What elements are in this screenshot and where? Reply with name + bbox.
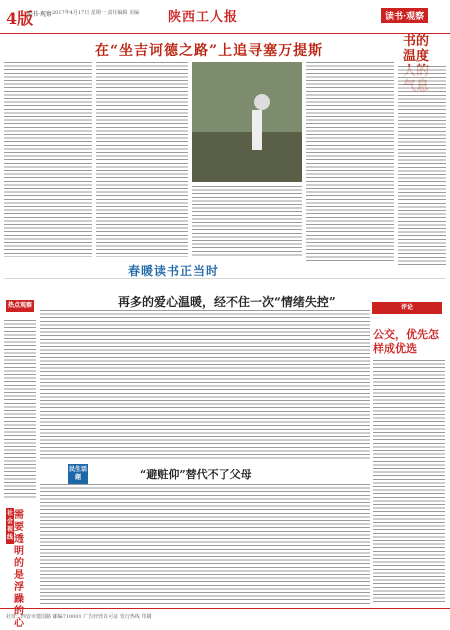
badge-left-a: 热点观察 xyxy=(6,300,34,312)
article-body-left xyxy=(4,62,92,257)
issue-meta: 2017年4月17日 星期一 责任编辑 美编 xyxy=(52,10,140,16)
lower-article-body xyxy=(40,484,370,604)
windmill-illustration xyxy=(192,62,302,182)
article-body-col4 xyxy=(306,62,394,262)
main-headline: 在“坐吉诃德之路”上追寻塞万提斯 xyxy=(95,43,324,59)
page-number: 4版 xyxy=(6,9,34,28)
section-tag: 读书·观察 xyxy=(381,8,428,23)
right-headline: 公交，优先怎样成优选 xyxy=(373,328,439,355)
vertical-headline: 需要透明的是浮躁的心 xyxy=(14,510,24,629)
lower-headline: “避赃仰”替代不了父母 xyxy=(140,468,252,481)
side-article-body xyxy=(398,66,446,266)
feature-subtitle: 春暖读书正当时 xyxy=(128,264,220,278)
footer-info: 社址：西安市建国路 邮编710001 广告经营许可证 发行热线 印刷 xyxy=(6,614,152,620)
badge-left-b: 社会视线 xyxy=(6,508,14,544)
masthead: 陕西工人报 xyxy=(168,10,239,25)
page-version: 读书·观察 xyxy=(26,11,52,18)
divider xyxy=(4,278,446,280)
badge-mid-lower: 民生话题 xyxy=(68,464,88,484)
right-article-body xyxy=(373,360,445,605)
side-headline: 书的温度 xyxy=(402,34,429,64)
middle-article-body xyxy=(40,310,370,460)
badge-right: 评论 xyxy=(372,302,442,314)
header-rule xyxy=(0,33,450,34)
left-sidebar-body xyxy=(4,320,36,500)
article-body-col3 xyxy=(192,186,302,257)
article-body-col2 xyxy=(96,62,188,257)
middle-headline: 再多的爱心温暖，经不住一次“情绪失控” xyxy=(118,295,336,309)
photo-windmills xyxy=(192,62,302,182)
